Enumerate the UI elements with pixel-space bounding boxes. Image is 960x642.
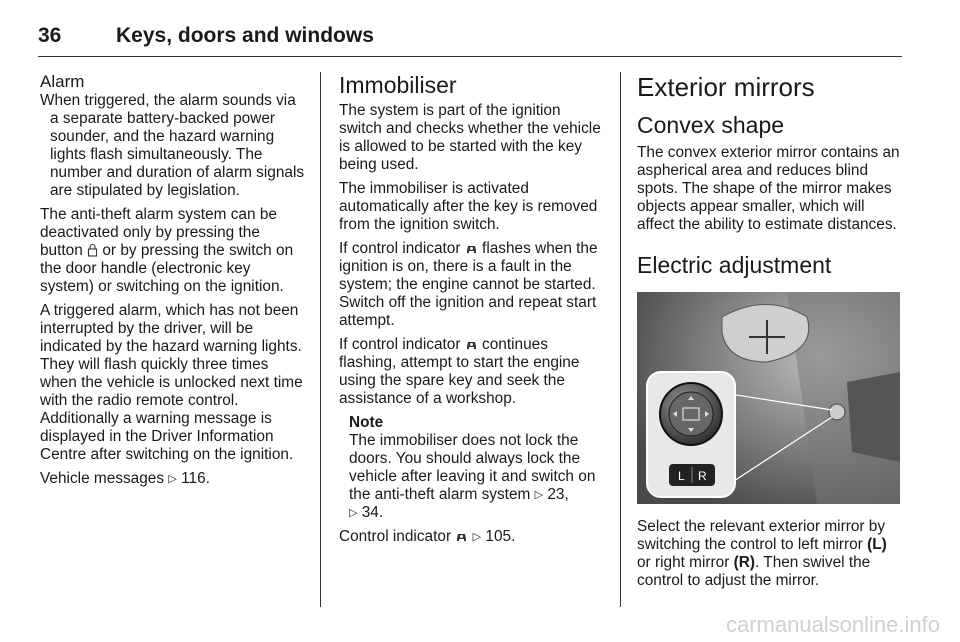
alarm-paragraph-3: A triggered alarm, which has not been interrupted by the driver, will be indicated by the hazard warning lights. They will flash quickly three times when the vehicle is unlocked next time with the radio remote control. Additionally a warning message is displayed in the Driver Information Centre after switching on the ignition. [40, 302, 303, 463]
control-indicator-ref [339, 528, 605, 546]
note-text-a: The immobiliser does not lock the doors. You should always lock the vehicle after leaving it and switch on the anti-theft alarm system [349, 432, 596, 503]
watermark: carmanualsonline.info [725, 612, 940, 637]
immobiliser-p4-text-b: continues flashing, attempt to start the engine using the spare key and seek the assistance of a workshop. [339, 336, 580, 407]
immobiliser-paragraph-2: The immobiliser is activated automatically after the key is removed from the ignition switch. [339, 180, 598, 233]
page-reference-arrow-icon: ▷ [168, 473, 177, 485]
note-page-ref-2[interactable]: 34. [361, 504, 384, 521]
alarm-p2-text-a: The anti-theft alarm system can be deactivated only by pressing the button [40, 206, 277, 259]
control-indicator-text: Control indicator [339, 528, 452, 545]
immobiliser-p3-text-a: If control indicator [339, 240, 461, 257]
lock-icon [87, 242, 98, 259]
page-number: 36 [38, 24, 62, 47]
right-mirror-label: (R) [733, 554, 756, 571]
heading-immobiliser: Immobiliser [339, 72, 457, 98]
car-key-indicator-icon [465, 240, 478, 257]
vehicle-messages-text: Vehicle messages [40, 470, 165, 487]
alarm-p2-text-b: or by pressing the switch on the door handle (electronic key system) or switching on the ignition. [40, 242, 294, 295]
photo-label-right: R [698, 469, 707, 483]
convex-paragraph: The convex exterior mirror contains an aspherical area and reduces blind spots. The shape of the mirror makes objects appear smaller, which will affect the ability to estimate distances. [637, 144, 900, 233]
page-reference-arrow-icon: ▷ [534, 489, 544, 501]
heading-exterior-mirrors: Exterior mirrors [637, 72, 815, 102]
alarm-paragraph-2 [40, 206, 306, 296]
immobiliser-paragraph-3 [339, 240, 605, 330]
electric-text-c: . Then swivel the control to adjust the mirror. [637, 554, 871, 589]
heading-electric-adjustment: Electric adjustment [637, 252, 832, 278]
photo-label-left: L [678, 469, 685, 483]
heading-convex-shape: Convex shape [637, 112, 785, 138]
car-key-indicator-icon [455, 528, 468, 545]
column-exterior-mirrors [637, 72, 903, 596]
note-page-ref-1[interactable]: 23, [547, 486, 569, 503]
column-alarm [40, 72, 306, 494]
alarm-paragraph-1: When triggered, the alarm sounds via a separate battery-backed power sounder, and the hazard warning lights flash simultaneously. The number and duration of alarm signals are stipulated by legislation. [40, 92, 305, 199]
left-mirror-label: (L) [867, 536, 887, 553]
car-key-indicator-icon [465, 336, 478, 353]
note-text [349, 432, 605, 522]
mirror-control-photo [637, 292, 900, 504]
control-indicator-page[interactable]: 105. [485, 528, 516, 545]
immobiliser-paragraph-4 [339, 336, 605, 408]
immobiliser-p3-text-b: flashes when the ignition is on, there is a fault in the system; the engine cannot be started. Switch off the ignition and repeat start attempt. [339, 240, 598, 329]
page-reference-arrow-icon: ▷ [349, 507, 358, 519]
vehicle-messages-ref [40, 470, 306, 488]
vehicle-messages-page[interactable]: 116. [181, 470, 210, 487]
column-divider [320, 72, 321, 607]
page-reference-arrow-icon: ▷ [472, 531, 482, 543]
electric-text-b: or right mirror [637, 554, 730, 571]
immobiliser-paragraph-1: The system is part of the ignition switch and checks whether the vehicle is allowed to be started with the key being used. [339, 102, 601, 173]
page-header [38, 16, 902, 57]
electric-text-a: Select the relevant exterior mirror by switching the control to left mirror [637, 518, 886, 553]
note-block [349, 414, 605, 522]
immobiliser-p4-text-a: If control indicator [339, 336, 461, 353]
heading-alarm: Alarm [40, 72, 85, 91]
electric-adjustment-paragraph [637, 518, 903, 590]
column-immobiliser [339, 72, 605, 552]
page-title: Keys, doors and windows [116, 24, 374, 47]
column-divider [620, 72, 621, 607]
note-title: Note [349, 414, 384, 431]
